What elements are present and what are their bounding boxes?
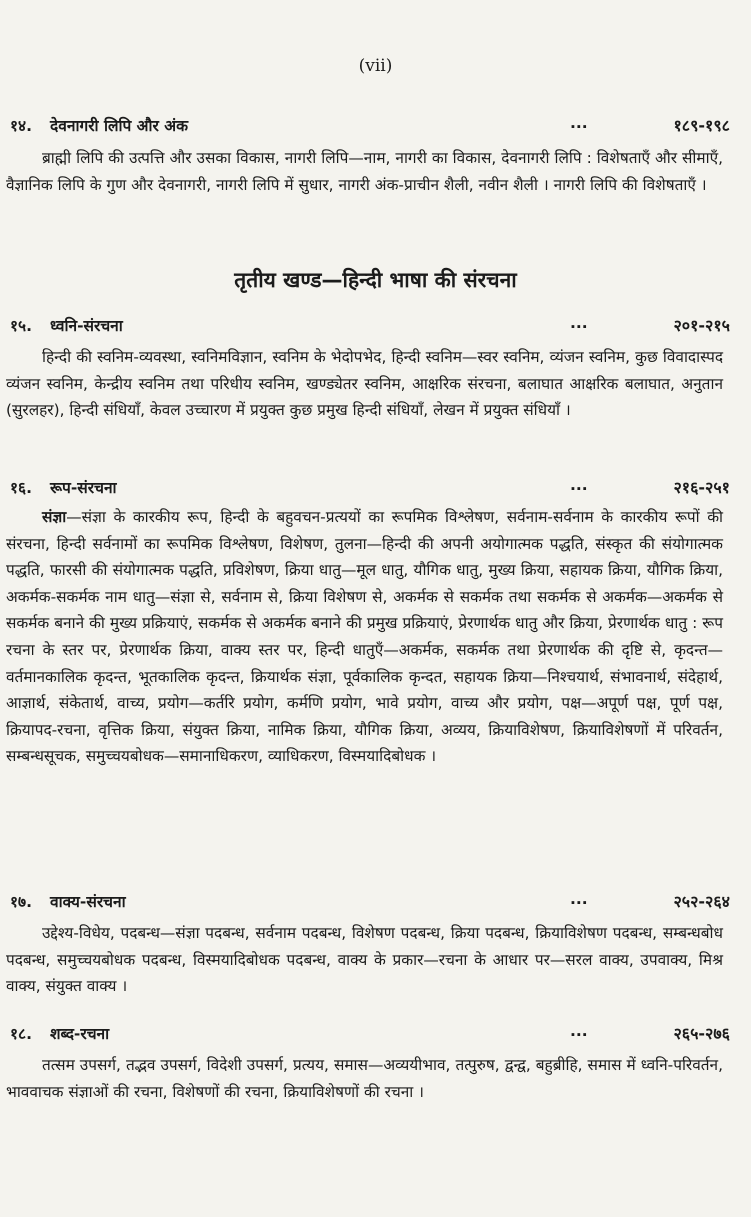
chapter-14-heading [10,114,730,140]
page-range: २५२-२६४ [673,892,730,911]
page-number: (vii) [358,56,393,76]
chapter-17-heading [10,890,730,916]
chapter-number: १४. [10,117,33,135]
chapter-title: वाक्य-संरचना [50,893,126,911]
chapter-16-summary [6,504,723,770]
page-range: २६५-२७६ [673,1024,730,1043]
chapter-number: १६. [10,479,33,497]
chapter-18-heading [10,1022,730,1048]
chapter-title: ध्वनि-संरचना [50,317,123,335]
chapter-number: १८. [10,1025,33,1043]
chapter-number: १७. [10,893,33,911]
chapter-number: १५. [10,317,33,335]
chapter-17-summary: उद्देश्य-विधेय, पदबन्ध—संज्ञा पदबन्ध, सर्वनाम पदबन्ध, विशेषण पदबन्ध, क्रिया पदबन्ध, क्रियाविशेषण पदबन्ध, सम्बन्धबोध पदबन्ध, समुच्चयबोधक पदबन्ध, विस्मयादिबोधक पदबन्ध, वाक्य के प्रकार—रचना के आधार पर—सरल वाक्य, उपवाक्य, मिश्र वाक्य, संयुक्त वाक्य । [6,924,723,996]
chapter-title: देवनागरी लिपि और अंक [50,117,189,135]
page-range: १८९-१९८ [673,116,730,135]
lead-term: संज्ञा [42,508,67,526]
chapter-14-summary: ब्राह्मी लिपि की उत्पत्ति और उसका विकास, नागरी लिपि—नाम, नागरी का विकास, देवनागरी लिपि : विशेषताएँ और सीमाएँ, वैज्ञानिक लिपि के गुण और देवनागरी, नागरी लिपि में सुधार, नागरी अंक-प्राचीन शैली, नवीन शैली । नागरी लिपि की विशेषताएँ । [6,149,723,194]
page-range: २०१-२१५ [673,316,730,335]
leader-dots: ... [570,314,588,332]
leader-dots: ... [570,476,588,494]
summary-text: —संज्ञा के कारकीय रूप, हिन्दी के बहुवचन-प्रत्ययों का रूपमिक विश्लेषण, सर्वनाम-सर्वनाम के कारकीय रूपों की संरचना, हिन्दी सर्वनामों का रूपमिक विश्लेषण, विशेषण, तुलना—हिन्दी की अपनी अयोगात्मक पद्धति, संस्कृत की संयोगात्मक पद्धति, फारसी की संयोगात्मक पद्धति, प्रविशेषण, क्रिया धातु—मूल धातु, यौगिक धातु, मुख्य क्रिया, सहायक क्रिया, यौगिक क्रिया, अकर्मक-सकर्मक नाम धातु—संज्ञा से, सर्वनाम से, क्रिया विशेषण से, अकर्मक से सकर्मक तथा सकर्मक से अकर्मक—अकर्मक से सकर्मक बनाने की मुख्य प्रक्रियाएं, सकर्मक से अकर्मक बनाने की प्रमुख प्रक्रियाएं, प्रेरणार्थक धातु और क्रिया, प्रेरणार्थक धातु : रूप रचना के स्तर पर, प्रेरणार्थक क्रिया, वाक्य स्तर पर, हिन्दी धातुएँ—अकर्मक, सकर्मक तथा प्रेरणार्थक की दृष्टि से, कृदन्त—वर्तमानकालिक कृदन्त, भूतकालिक कृदन्त, क्रियार्थक संज्ञा, पूर्वकालिक कृन्दत, सहायक क्रिया—निश्चयार्थ, संभावनार्थ, संदेहार्थ, आज्ञार्थ, संकेतार्थ, वाच्य, प्रयोग—कर्तरि प्रयोग, कर्मणि प्रयोग, भावे प्रयोग, वाच्य और प्रयोग, पक्ष—अपूर्ण पक्ष, पूर्ण पक्ष, क्रियापद-रचना, वृत्तिक क्रिया, संयुक्त क्रिया, नामिक क्रिया, यौगिक क्रिया, अव्यय, क्रियाविशेषण, क्रियाविशेषणों में परिवर्तन, सम्बन्धसूचक, समुच्चयबोधक—समानाधिकरण, व्याधिकरण, विस्मयादिबोधक । [6,508,723,766]
leader-dots: ... [570,1022,588,1040]
chapter-18-summary: तत्सम उपसर्ग, तद्भव उपसर्ग, विदेशी उपसर्ग, प्रत्यय, समास—अव्ययीभाव, तत्पुरुष, द्वन्द्व, बहुब्रीहि, समास में ध्वनि-परिवर्तन, भाववाचक संज्ञाओं की रचना, विशेषणों की रचना, क्रियाविशेषणों की रचना । [6,1056,723,1101]
leader-dots: ... [570,114,588,132]
leader-dots: ... [570,890,588,908]
chapter-title: शब्द-रचना [50,1025,110,1043]
page-range: २१६-२५१ [673,478,730,497]
part-title: तृतीय खण्ड—हिन्दी भाषा की संरचना [234,268,517,292]
chapter-title: रूप-संरचना [50,479,117,497]
chapter-16-heading [10,476,730,502]
chapter-15-heading [10,314,730,340]
chapter-15-summary: हिन्दी की स्वनिम-व्यवस्था, स्वनिमविज्ञान, स्वनिम के भेदोपभेद, हिन्दी स्वनिम—स्वर स्वनिम, व्यंजन स्वनिम, कुछ विवादास्पद व्यंजन स्वनिम, केन्द्रीय स्वनिम तथा परिधीय स्वनिम, खण्ड्येतर स्वनिम, आक्षरिक संरचना, बलाघात आक्षरिक बलाघात, अनुतान (सुरलहर), हिन्दी संधियाँ, केवल उच्चारण में प्रयुक्त कुछ प्रमुख हिन्दी संधियाँ, लेखन में प्रयुक्त संधियाँ । [6,348,723,420]
